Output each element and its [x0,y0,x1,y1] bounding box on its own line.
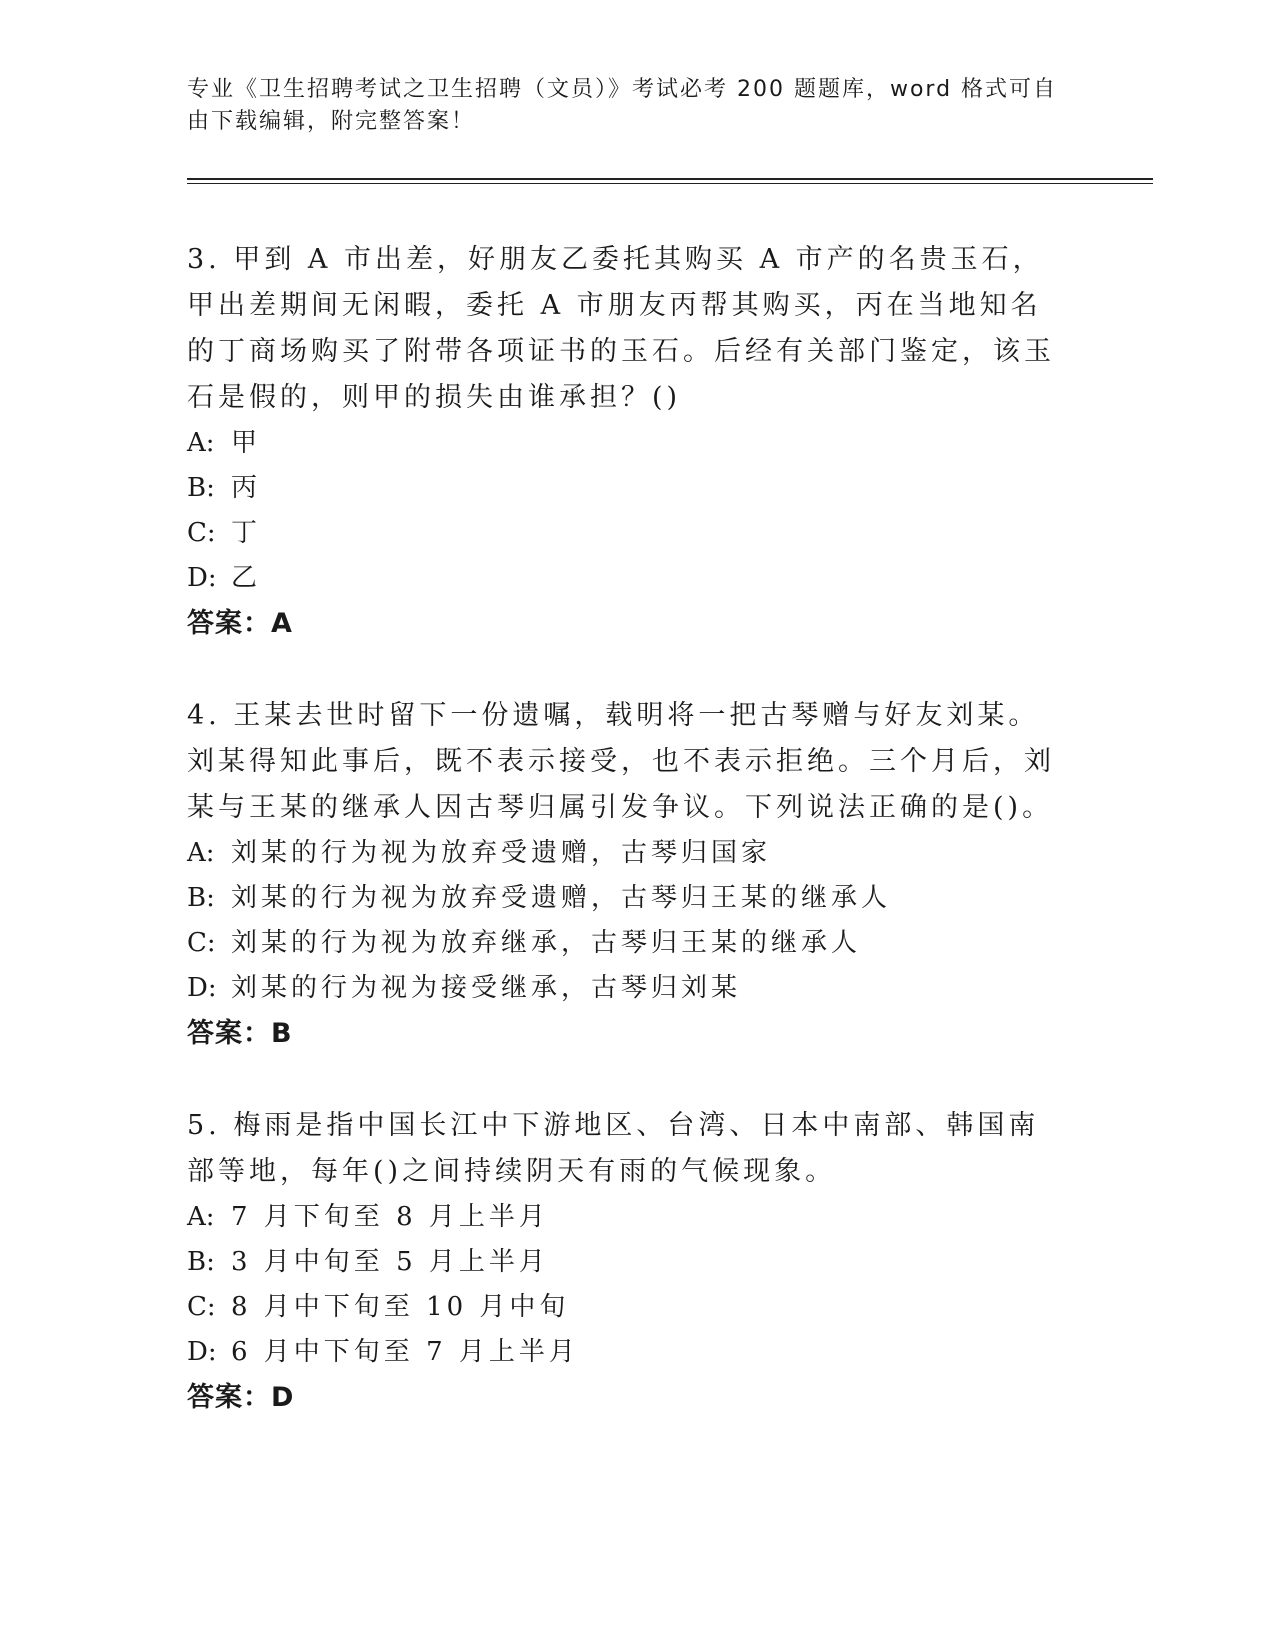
option-d [187,556,1067,601]
option-b [187,876,1067,921]
option-d [187,1330,1067,1375]
option-c [187,511,1067,556]
option-c [187,1285,1067,1330]
answer-line: 答案：B [187,1018,293,1049]
option-key: D: [187,1337,217,1367]
question-stem: 4. 王某去世时留下一份遗嘱，载明将一把古琴赠与好友刘某。刘某得知此事后，既不表示接受，也不表示拒绝。三个月后，刘某与王某的继承人因古琴归属引发争议。下列说法正确的是()。 [187,700,1055,823]
option-text: 3 月中旬至 5 月上半月 [231,1247,549,1277]
option-key: D: [187,563,217,593]
option-a [187,831,1067,876]
answer-line: 答案：A [187,608,293,639]
option-text: 乙 [231,563,262,593]
answer-line: 答案：D [187,1382,295,1413]
header-divider [187,178,1153,184]
question-block [187,237,1067,647]
option-key: B: [187,1247,215,1277]
option-a [187,1195,1067,1240]
option-key: D: [187,973,217,1003]
option-text: 7 月下旬至 8 月上半月 [231,1202,549,1232]
option-key: C: [187,928,216,958]
option-text: 刘某的行为视为放弃继承，古琴归王某的继承人 [231,928,862,958]
option-text: 6 月中下旬至 7 月上半月 [231,1337,579,1367]
option-a [187,421,1067,466]
option-text: 刘某的行为视为放弃受遗赠，古琴归国家 [231,838,772,868]
option-key: A: [187,428,215,458]
question-stem: 5. 梅雨是指中国长江中下游地区、台湾、日本中南部、韩国南部等地，每年()之间持续阴天有雨的气候现象。 [187,1110,1040,1187]
option-key: C: [187,518,216,548]
question-block [187,1103,1067,1421]
option-text: 丙 [231,473,262,503]
option-key: B: [187,473,215,503]
question-stem: 3. 甲到 A 市出差，好朋友乙委托其购买 A 市产的名贵玉石，甲出差期间无闲暇，委托 A 市朋友丙帮其购买，丙在当地知名的丁商场购买了附带各项证书的玉石。后经有关部门鉴定，该玉石是假的，则甲的损失由谁承担？() [187,244,1055,413]
option-text: 甲 [231,428,262,458]
option-text: 8 月中下旬至 10 月中旬 [231,1292,570,1322]
document-header: 专业《卫生招聘考试之卫生招聘（文员）》考试必考 200 题题库，word 格式可自由下载编辑，附完整答案！ [187,77,1058,134]
option-text: 刘某的行为视为放弃受遗赠，古琴归王某的继承人 [231,883,892,913]
option-d [187,966,1067,1011]
option-key: A: [187,1202,215,1232]
option-b [187,1240,1067,1285]
option-text: 刘某的行为视为接受继承，古琴归刘某 [231,973,742,1003]
option-key: C: [187,1292,216,1322]
option-c [187,921,1067,966]
option-b [187,466,1067,511]
option-key: B: [187,883,215,913]
option-key: A: [187,838,215,868]
option-text: 丁 [231,518,262,548]
question-block [187,693,1067,1057]
